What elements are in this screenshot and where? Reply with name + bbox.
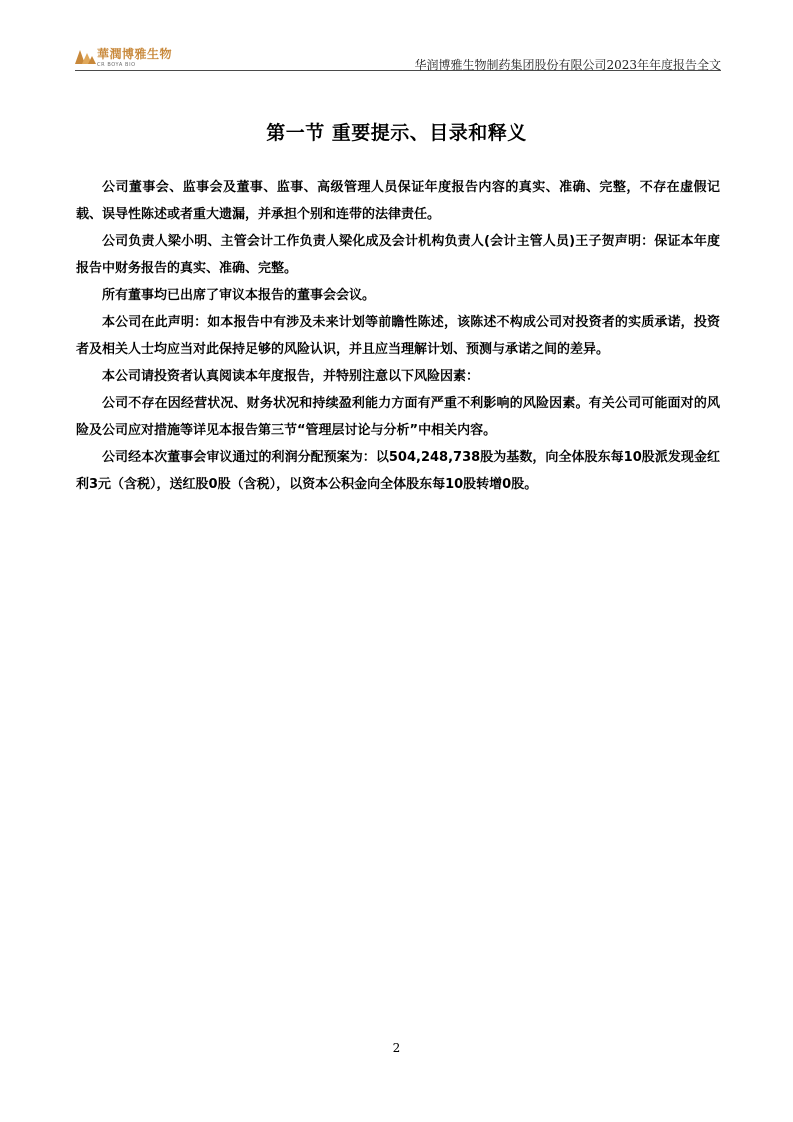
paragraph-risk-factors: 公司不存在因经营状况、财务状况和持续盈利能力方面有严重不利影响的风险因素。有关公司可能面对的风险及公司应对措施等详见本报告第三节“管理层讨论与分析”中相关内容。: [76, 396, 720, 438]
page-header: [75, 42, 721, 72]
report-title: 华润博雅生物制药集团股份有限公司2023年年度报告全文: [414, 58, 721, 72]
logo-mark-icon: [75, 47, 97, 65]
logo-subtitle: CR BOYA BIO: [97, 62, 136, 68]
paragraph-risk-notice: 本公司请投资者认真阅读本年度报告，并特别注意以下风险因素：: [102, 369, 480, 384]
paragraph-forward-looking: 本公司在此声明：如本报告中有涉及未来计划等前瞻性陈述，该陈述不构成公司对投资者的实质承诺，投资者及相关人士均应当对此保持足够的风险认识，并且应当理解计划、预测与承诺之间的差异。: [76, 315, 720, 357]
section-title: 第一节 重要提示、目录和释义: [266, 122, 527, 144]
header-divider: [75, 70, 721, 71]
body-text: [76, 174, 720, 498]
paragraph-responsible-persons: 公司负责人梁小明、主管会计工作负责人梁化成及会计机构负责人(会计主管人员)王子贺声明：保证本年度报告中财务报告的真实、准确、完整。: [76, 234, 720, 276]
paragraph-profit-distribution: 公司经本次董事会审议通过的利润分配预案为：以504,248,738股为基数，向全体股东每10股派发现金红利3元（含税），送红股0股（含税），以资本公积金向全体股东每10股转增0股。: [76, 450, 720, 492]
page-number: 2: [392, 1041, 401, 1055]
paragraph-board-attendance: 所有董事均已出席了审议本报告的董事会会议。: [102, 288, 376, 303]
paragraph-accuracy-statement: 公司董事会、监事会及董事、监事、高级管理人员保证年度报告内容的真实、准确、完整，不存在虚假记载、误导性陈述或者重大遗漏，并承担个别和连带的法律责任。: [76, 180, 720, 222]
company-logo: [75, 44, 185, 72]
logo-name: 華潤博雅生物: [97, 47, 173, 61]
